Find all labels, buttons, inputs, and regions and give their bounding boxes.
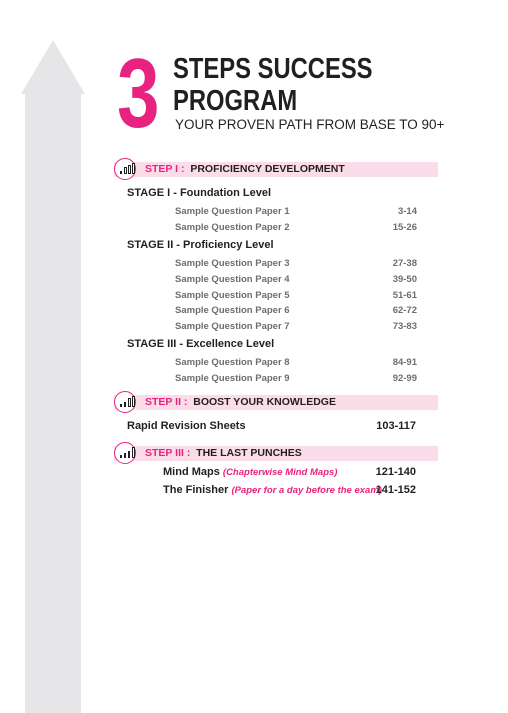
item-pages: 84-91 [392, 357, 417, 368]
item-label: Sample Question Paper 6 [175, 305, 290, 316]
signal-bars-icon [114, 391, 136, 413]
step-3-label: STEP III : THE LAST PUNCHES [145, 447, 302, 459]
item-label: Sample Question Paper 5 [175, 290, 290, 301]
item-label: Sample Question Paper 4 [175, 274, 290, 285]
step-1-label: STEP I : PROFICIENCY DEVELOPMENT [145, 163, 345, 175]
step-3-bar [114, 446, 438, 461]
item-pages: 92-99 [392, 373, 417, 384]
signal-bars-icon [114, 442, 136, 464]
list-item [175, 274, 417, 285]
stage-3-title: STAGE III - Excellence Level [127, 338, 275, 350]
item-pages: 39-50 [392, 274, 417, 285]
up-arrow-head [21, 40, 85, 94]
list-item [175, 321, 417, 332]
item-pages: 15-26 [392, 222, 417, 233]
item-pages: 103-117 [376, 420, 416, 432]
item-note: (Chapterwise Mind Maps) [222, 467, 338, 478]
title-line-2: PROGRAM [173, 85, 298, 117]
item-label: Sample Question Paper 3 [175, 258, 290, 269]
item-pages: 141-152 [375, 484, 416, 496]
item-label: Sample Question Paper 8 [175, 357, 290, 368]
list-item [175, 373, 417, 384]
item-pages: 62-72 [392, 305, 417, 316]
stage-1-title: STAGE I - Foundation Level [127, 187, 272, 199]
list-item [175, 305, 417, 316]
step-2-bar [114, 395, 438, 410]
item-label: The Finisher [163, 484, 229, 496]
item-label: Sample Question Paper 9 [175, 373, 290, 384]
item-pages: 73-83 [392, 321, 417, 332]
subtitle: YOUR PROVEN PATH FROM BASE TO 90+ [175, 117, 445, 132]
list-item [127, 420, 416, 432]
list-item [175, 222, 417, 233]
item-label: Mind Maps [163, 466, 220, 478]
item-label: Rapid Revision Sheets [127, 420, 246, 432]
step-1-bar [114, 162, 438, 177]
item-pages: 121-140 [375, 466, 416, 478]
list-item [163, 466, 416, 478]
signal-bars-icon [114, 158, 136, 180]
list-item [175, 258, 417, 269]
item-note: (Paper for a day before the exam) [231, 485, 382, 496]
item-label: Sample Question Paper 2 [175, 222, 290, 233]
item-label: Sample Question Paper 1 [175, 206, 290, 217]
list-item [175, 290, 417, 301]
step-2-label: STEP II : BOOST YOUR KNOWLEDGE [145, 396, 336, 408]
list-item [175, 357, 417, 368]
item-pages: 27-38 [392, 258, 417, 269]
item-label: Sample Question Paper 7 [175, 321, 290, 332]
title-line-1: STEPS SUCCESS [173, 53, 373, 85]
item-pages: 3-14 [397, 206, 417, 217]
up-arrow-shaft [25, 92, 81, 713]
big-number-three: 3 [117, 38, 158, 148]
item-pages: 51-61 [392, 290, 417, 301]
list-item [175, 206, 417, 217]
stage-2-title: STAGE II - Proficiency Level [127, 239, 274, 251]
list-item [163, 484, 416, 496]
